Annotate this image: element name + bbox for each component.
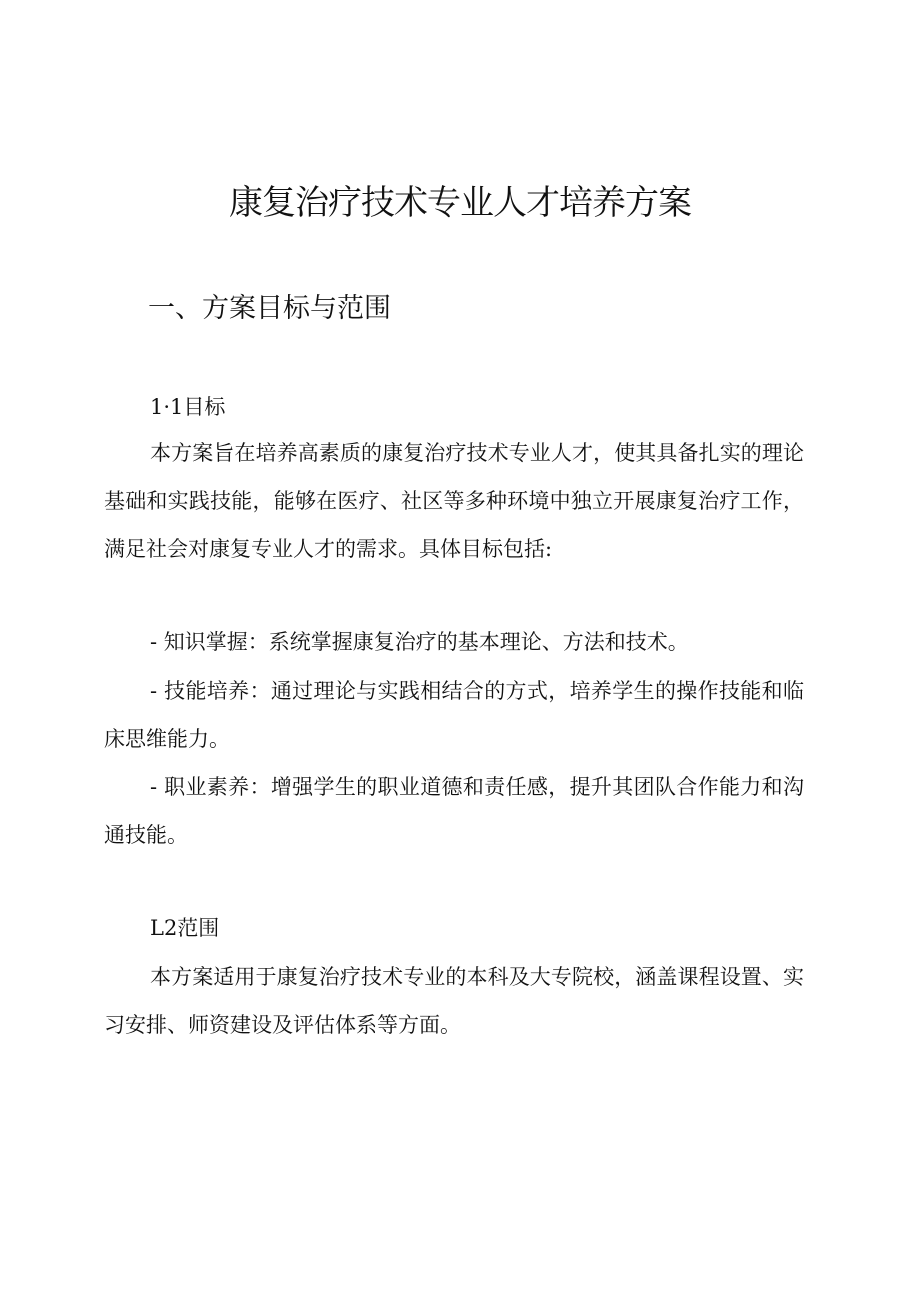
goal-item-professionalism: - 职业素养：增强学生的职业道德和责任感，提升其团队合作能力和沟通技能。 <box>104 775 804 847</box>
goal-item-knowledge: - 知识掌握：系统掌握康复治疗的基本理论、方法和技术。 <box>150 630 689 654</box>
goal-item-skills: - 技能培养：通过理论与实践相结合的方式，培养学生的操作技能和临床思维能力。 <box>104 679 804 751</box>
goal-subheading: 1·1目标 <box>150 395 226 419</box>
goal-intro-paragraph: 本方案旨在培养高素质的康复治疗技术专业人才，使其具备扎实的理论基础和实践技能，能够在医疗、社区等多种环境中独立开展康复治疗工作，满足社会对康复专业人才的需求。具体目标包括: <box>104 441 804 561</box>
scope-subheading: L2范围 <box>150 916 220 940</box>
scope-paragraph: 本方案适用于康复治疗技术专业的本科及大专院校，涵盖课程设置、实习安排、师资建设及评估体系等方面。 <box>104 965 804 1037</box>
document-title: 康复治疗技术专业人才培养方案 <box>229 183 691 223</box>
section-heading: 一、方案目标与范围 <box>148 293 391 324</box>
